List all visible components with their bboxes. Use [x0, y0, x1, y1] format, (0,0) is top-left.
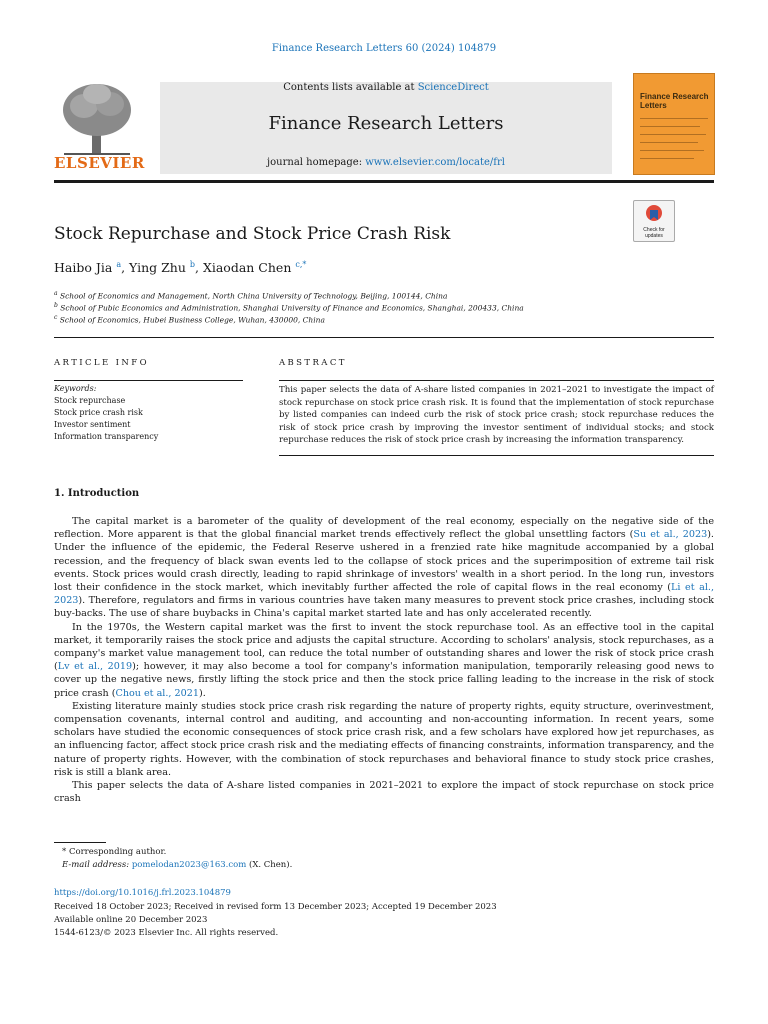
paragraph-text: ). Under the influence of the epidemic, the Federal Reserve ushered in a frenzied rate hike magnitude accompanied by a global recession, and the frequency of black swan events led to the collapse of stock prices and the superimposition of extreme tail risk events. Stock prices would crash directly, leading to rapid shrinkage of investors' wealth in a short period. In the long run, investors lost their confidence in the stock market, which inevitably further affected the role of capital flows in the real economy ( [54, 529, 714, 594]
affiliation [54, 290, 447, 301]
cover-line [640, 126, 700, 127]
affiliation [54, 302, 524, 313]
citation-link[interactable]: Lv et al., 2019 [57, 661, 133, 673]
affiliation [54, 314, 325, 325]
journal-reference[interactable]: Finance Research Letters 60 (2024) 104879 [271, 43, 497, 54]
keywords-label: Keywords: [54, 384, 97, 393]
corresponding-author-note: * Corresponding author. [62, 847, 167, 857]
header-rule [54, 180, 714, 183]
copyright-notice: 1544-6123/© 2023 Elsevier Inc. All rights reserved. [54, 928, 279, 938]
contents-prefix: Contents lists available at [283, 82, 418, 93]
introduction-body [54, 515, 714, 805]
section-heading-introduction: 1. Introduction [54, 488, 140, 499]
citation-link[interactable]: Li et al., 2023 [54, 582, 714, 607]
paragraph: Existing literature mainly studies stock price crash risk regarding the nature of property rights, equity structure, overinvestment, compensation covenants, internal control and auditing, and accounting and non-accounting information. In recent years, some scholars have studied the economic consequences of stock price crash risk, and a few scholars have explored how jet repurchases, as an influencing factor, affect stock price crash risk and the mediating effects of financing constraints, information transparency, and the nature of property rights. However, with the combination of stock repurchases and behavioral finance to study stock price crashes, risk is still a blank area. [54, 700, 714, 778]
email-link[interactable]: pomelodan2023@163.com [131, 860, 247, 870]
cover-line [640, 150, 704, 151]
author-affil-marker[interactable]: b [189, 260, 195, 269]
affiliation-marker: a [54, 290, 58, 297]
journal-title: Finance Research Letters [268, 113, 504, 134]
paragraph-text: ). [198, 687, 206, 699]
keyword: Stock repurchase [54, 396, 126, 405]
abstract-rule [279, 380, 714, 381]
author-list: Haibo Jia $^a$, Ying Zhu $^b$, Xiaodan Chen $^{c,*}$ [54, 260, 307, 276]
author-name[interactable]: Haibo Jia [54, 260, 113, 276]
affiliation-text: School of Economics and Management, North China University of Technology, Beijing, 100144, China [59, 291, 448, 301]
homepage-link[interactable]: www.elsevier.com/locate/frl [365, 157, 505, 168]
email-suffix: (X. Chen). [246, 860, 293, 870]
affiliation-marker: b [54, 302, 58, 309]
article-info-heading: ARTICLE INFO [54, 358, 149, 368]
paragraph-text: The capital market is a barometer of the quality of development of the real economy, especially on the negative side of the reflection. More apparent is that the global financial market trends effectively reflect the global unsettling factors ( [54, 516, 714, 541]
article-info-rule [54, 380, 243, 381]
sciencedirect-link[interactable]: ScienceDirect [417, 82, 489, 93]
affiliation-rule [54, 337, 714, 338]
keyword: Investor sentiment [54, 420, 131, 429]
homepage-line [160, 157, 612, 168]
keyword: Information transparency [54, 432, 159, 441]
bookmark-icon [645, 204, 663, 226]
cover-line [640, 142, 698, 143]
cover-title: Finance Research Letters [640, 92, 709, 110]
paper-title: Stock Repurchase and Stock Price Crash Risk [54, 224, 451, 244]
email-label: E-mail address: [62, 860, 130, 870]
citation-link[interactable]: Chou et al., 2021 [115, 687, 199, 699]
abstract-text: This paper selects the data of A-share listed companies in 2021–2021 to investigate the impact of stock repurchase on stock price crash risk. It is found that the implementation of stock repurchase by listed companies can indeed curb the risk of stock price crash; stock repurchase reduces the risk of stock price crash by improving the investor sentiment of individual stocks; and stock repurchase reduces the risk of stock price crash by increasing the information transparency. [279, 385, 714, 446]
cover-line [640, 134, 706, 135]
affiliation-marker: c [54, 314, 58, 321]
journal-cover-thumbnail[interactable] [633, 73, 715, 175]
doi-link[interactable]: https://doi.org/10.1016/j.frl.2023.104879 [54, 888, 231, 898]
abstract-heading: ABSTRACT [279, 358, 347, 368]
elsevier-wordmark: ELSEVIER [54, 154, 145, 172]
author-affil-marker[interactable]: a [116, 260, 122, 269]
email-note [62, 860, 292, 870]
homepage-prefix: journal homepage: [267, 157, 366, 168]
author-name[interactable]: Xiaodan Chen [202, 260, 292, 276]
paragraph: This paper selects the data of A-share listed companies in 2021–2021 to explore the impact of stock repurchase on stock price crash [54, 780, 714, 805]
author-affil-marker[interactable]: c,* [295, 260, 307, 269]
received-dates: Received 18 October 2023; Received in revised form 13 December 2023; Accepted 19 December 2023 [54, 902, 497, 912]
author-name[interactable]: Ying Zhu [129, 260, 186, 276]
check-for-updates-badge[interactable] [633, 200, 675, 242]
cover-line [640, 118, 708, 119]
paragraph [54, 515, 714, 621]
cover-line [640, 158, 694, 159]
affiliation-text: School of Economics, Hubei Business College, Wuhan, 430000, China [59, 315, 325, 325]
paragraph-text: ). Therefore, regulators and firms in various countries have taken many measures to prevent stock price crashes, including stock buy-backs. The use of share buybacks in China's capital market started late and has only accelerated recently. [54, 595, 714, 620]
available-online-date: Available online 20 December 2023 [54, 915, 208, 925]
contents-line [160, 82, 612, 93]
check-for-updates-label: Check for updates [643, 227, 665, 239]
footnote-rule [54, 842, 106, 843]
citation-link[interactable]: Su et al., 2023 [633, 529, 708, 541]
paragraph-text: ); however, it may also become a tool for company's information manipulation, temporarily releasing good news to cover up the negative news, firstly lifting the stock price and then the stock price falling leading to the increase in the risk of stock price crash ( [54, 661, 714, 699]
keyword: Stock price crash risk [54, 408, 143, 417]
paragraph-text: In the 1970s, the Western capital market was the first to invent the stock repurchase tool. As an effective tool in the capital market, it temporarily raises the stock price and adjusts the capital structure. According to scholars' analysis, stock repurchases, as a company's market value management tool, can reduce the total number of outstanding shares and lower the risk of stock price crash ( [54, 621, 714, 673]
paragraph [54, 621, 714, 700]
abstract-bottom-rule [279, 455, 714, 456]
affiliation-text: School of Pubic Economics and Administration, Shanghai University of Finance and Economics, Shanghai, 200433, China [60, 303, 524, 313]
